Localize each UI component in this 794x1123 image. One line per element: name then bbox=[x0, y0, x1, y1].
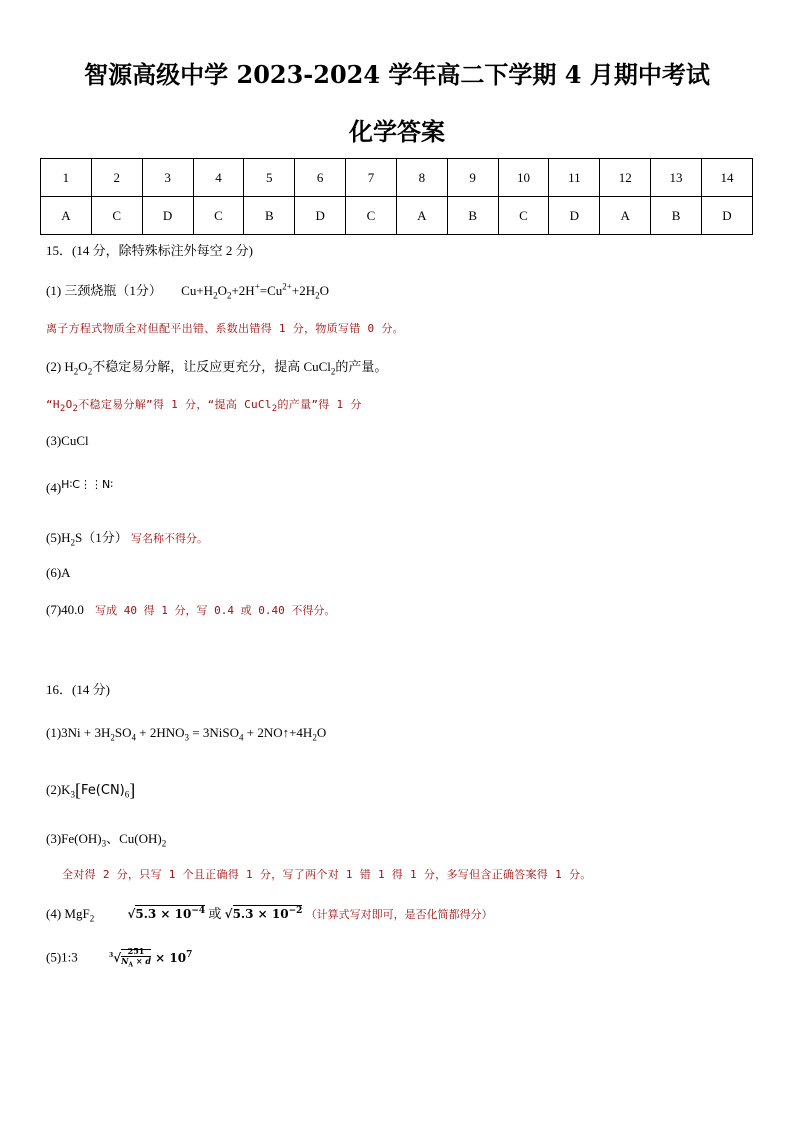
q16-p4-expr2: $√5.3 \times 10^{-2}$ bbox=[224, 906, 303, 921]
answer-number-cell: 6 bbox=[295, 159, 346, 197]
q15-part4 bbox=[46, 478, 113, 496]
q15-p2-note-a: “H bbox=[46, 398, 60, 411]
q15-p2-note-d: 的产量”得 1 分 bbox=[277, 398, 362, 411]
q16-p4-exp2: −2 bbox=[288, 906, 303, 916]
q16-p4-or: 或 bbox=[208, 906, 222, 921]
answer-number-cell: 7 bbox=[346, 159, 397, 197]
q16-p5-denominator: $N_A \times d$ bbox=[121, 956, 151, 969]
q16-part4: (4) MgF$_2$ $√5.3 \times 10^{-4}$ 或 $√5.3 \times 10^{-2}$ （计算式写对即可，是否化简都得分） bbox=[46, 906, 493, 924]
q16-p4-val1: 5.3 × 10 bbox=[135, 907, 192, 921]
answer-number-cell: 13 bbox=[651, 159, 702, 197]
q15-p5-label: (5)H bbox=[46, 530, 71, 545]
q16-p3-mid: 、Cu(OH) bbox=[106, 831, 162, 846]
q15-p2-text-d: 的产量。 bbox=[335, 359, 388, 374]
answer-choice-cell: D bbox=[142, 197, 193, 235]
q16-p4-expr1: $√5.3 \times 10^{-4}$ bbox=[127, 906, 206, 921]
answer-choice-cell: B bbox=[244, 197, 295, 235]
answer-table-number-row bbox=[41, 159, 753, 197]
answer-table bbox=[40, 158, 753, 235]
q15-part2: (2) $H_2O_2$不稳定易分解，让反应更充分，提高 CuCl$_2$的产量。 bbox=[46, 359, 388, 377]
q15-part1 bbox=[46, 280, 329, 301]
q16-p1-equation: $3Ni + 3H_2SO_4 + 2HNO_3$ = 3NiSO$_4$ + $2NO↑+4H_2O$ bbox=[61, 725, 327, 743]
answer-number-cell: 1 bbox=[41, 159, 92, 197]
q15-p4-label: (4) bbox=[46, 480, 62, 495]
answer-number-cell: 10 bbox=[498, 159, 549, 197]
q15-p1-label: (1) 三颈烧瓶（1分） bbox=[46, 283, 162, 298]
answer-choice-cell: B bbox=[447, 197, 498, 235]
q15-part6: (6)A bbox=[46, 565, 71, 580]
q16-p4-label: (4) MgF bbox=[46, 906, 90, 921]
q15-p7-note: 写成 40 得 1 分，写 0.4 或 0.40 不得分。 bbox=[95, 604, 336, 617]
q15-p2-note-c: 不稳定易分解”得 1 分，“提高 CuCl bbox=[78, 398, 272, 411]
q16-part5 bbox=[46, 947, 192, 970]
q15-p2-text-c: 不稳定易分解，让反应更充分，提高 CuCl bbox=[92, 359, 331, 374]
q16-p2-formula: Fe(CN) bbox=[81, 783, 125, 798]
q16-p5-tail: × 10 bbox=[155, 950, 187, 965]
q15-header: 15．(14 分，除特殊标注外每空 2 分) bbox=[46, 243, 253, 258]
q15-p2-text-a: (2) H bbox=[46, 359, 74, 374]
q16-p2-label: (2)K bbox=[46, 782, 71, 797]
q16-p3-label: (3)Fe(OH) bbox=[46, 831, 102, 846]
q15-p7-label: (7)40.0 bbox=[46, 602, 84, 617]
q16-p1-label: (1) bbox=[46, 725, 62, 740]
q15-part5: $(5)H_2S(1$分） 写名称不得分。 bbox=[46, 530, 209, 548]
q16-part3: $(3)Fe(OH)_3$、$Cu(OH)_2$ bbox=[46, 831, 167, 849]
answer-number-cell: 9 bbox=[447, 159, 498, 197]
answer-number-cell: 5 bbox=[244, 159, 295, 197]
answer-choice-cell: D bbox=[295, 197, 346, 235]
q15-part3: (3)CuCl bbox=[46, 433, 89, 448]
answer-choice-cell: C bbox=[193, 197, 244, 235]
page-title: 智源高级中学 2023-2024 学年高二下学期 4 月期中考试 bbox=[84, 60, 710, 89]
answer-choice-cell: C bbox=[91, 197, 142, 235]
q16-part1 bbox=[46, 725, 326, 743]
q15-part7 bbox=[46, 602, 335, 618]
q16-p5-exp: 7 bbox=[186, 949, 193, 960]
answer-choice-cell: C bbox=[498, 197, 549, 235]
answer-number-cell: 2 bbox=[91, 159, 142, 197]
q16-header: 16．(14 分) bbox=[46, 682, 110, 697]
q15-p2-text-b: O bbox=[78, 359, 88, 374]
q16-p3-note: 全对得 2 分，只写 1 个且正确得 1 分，写了两个对 1 错 1 得 1 分，多写但含正确答案得 1 分。 bbox=[62, 868, 592, 881]
q16-part2: $(2)K_3[Fe(CN)_6]$ bbox=[46, 780, 136, 800]
answer-choice-cell: D bbox=[701, 197, 752, 235]
answer-number-cell: 4 bbox=[193, 159, 244, 197]
answer-number-cell: 3 bbox=[142, 159, 193, 197]
answer-choice-cell: A bbox=[41, 197, 92, 235]
q15-p2-note-b: O bbox=[65, 398, 73, 411]
answer-table-answer-row bbox=[41, 197, 753, 235]
q15-p5-note: 写名称不得分。 bbox=[131, 532, 209, 545]
answer-choice-cell: A bbox=[600, 197, 651, 235]
answer-number-cell: 8 bbox=[396, 159, 447, 197]
q16-p4-note: （计算式写对即可，是否化简都得分） bbox=[305, 908, 493, 921]
answer-number-cell: 14 bbox=[701, 159, 752, 197]
answer-choice-cell: A bbox=[396, 197, 447, 235]
q16-p5-label: (5)1:3 bbox=[46, 949, 78, 965]
page-subtitle: 化学答案 bbox=[349, 117, 445, 146]
answer-choice-cell: D bbox=[549, 197, 600, 235]
q15-p5-rest: S（1分） bbox=[75, 530, 128, 545]
answer-number-cell: 11 bbox=[549, 159, 600, 197]
q15-p2-note: “$H_2O_2$不稳定易分解”得 1 分，“提高 CuCl$_2$的产量”得 1 分 bbox=[46, 398, 362, 415]
q16-p5-expr: $^3$√ $\frac{251}{N_A \times d} \times 10^7$ bbox=[109, 946, 193, 969]
answer-choice-cell: C bbox=[346, 197, 397, 235]
q15-p1-note: 离子方程式物质全对但配平出错、系数出错得 1 分，物质写错 0 分。 bbox=[46, 322, 404, 335]
answer-choice-cell: B bbox=[651, 197, 702, 235]
q16-p5-numerator: 251 bbox=[121, 947, 151, 957]
q16-p4-val2: 5.3 × 10 bbox=[232, 907, 289, 921]
q15-p1-equation: $Cu+H_2O_2+2H^+=Cu^{2+}+2H_2O$ bbox=[181, 281, 329, 301]
q15-p4-electron-formula: H∶C⋮⋮N∶ bbox=[61, 478, 114, 491]
q16-p4-exp1: −4 bbox=[191, 906, 206, 916]
answer-number-cell: 12 bbox=[600, 159, 651, 197]
